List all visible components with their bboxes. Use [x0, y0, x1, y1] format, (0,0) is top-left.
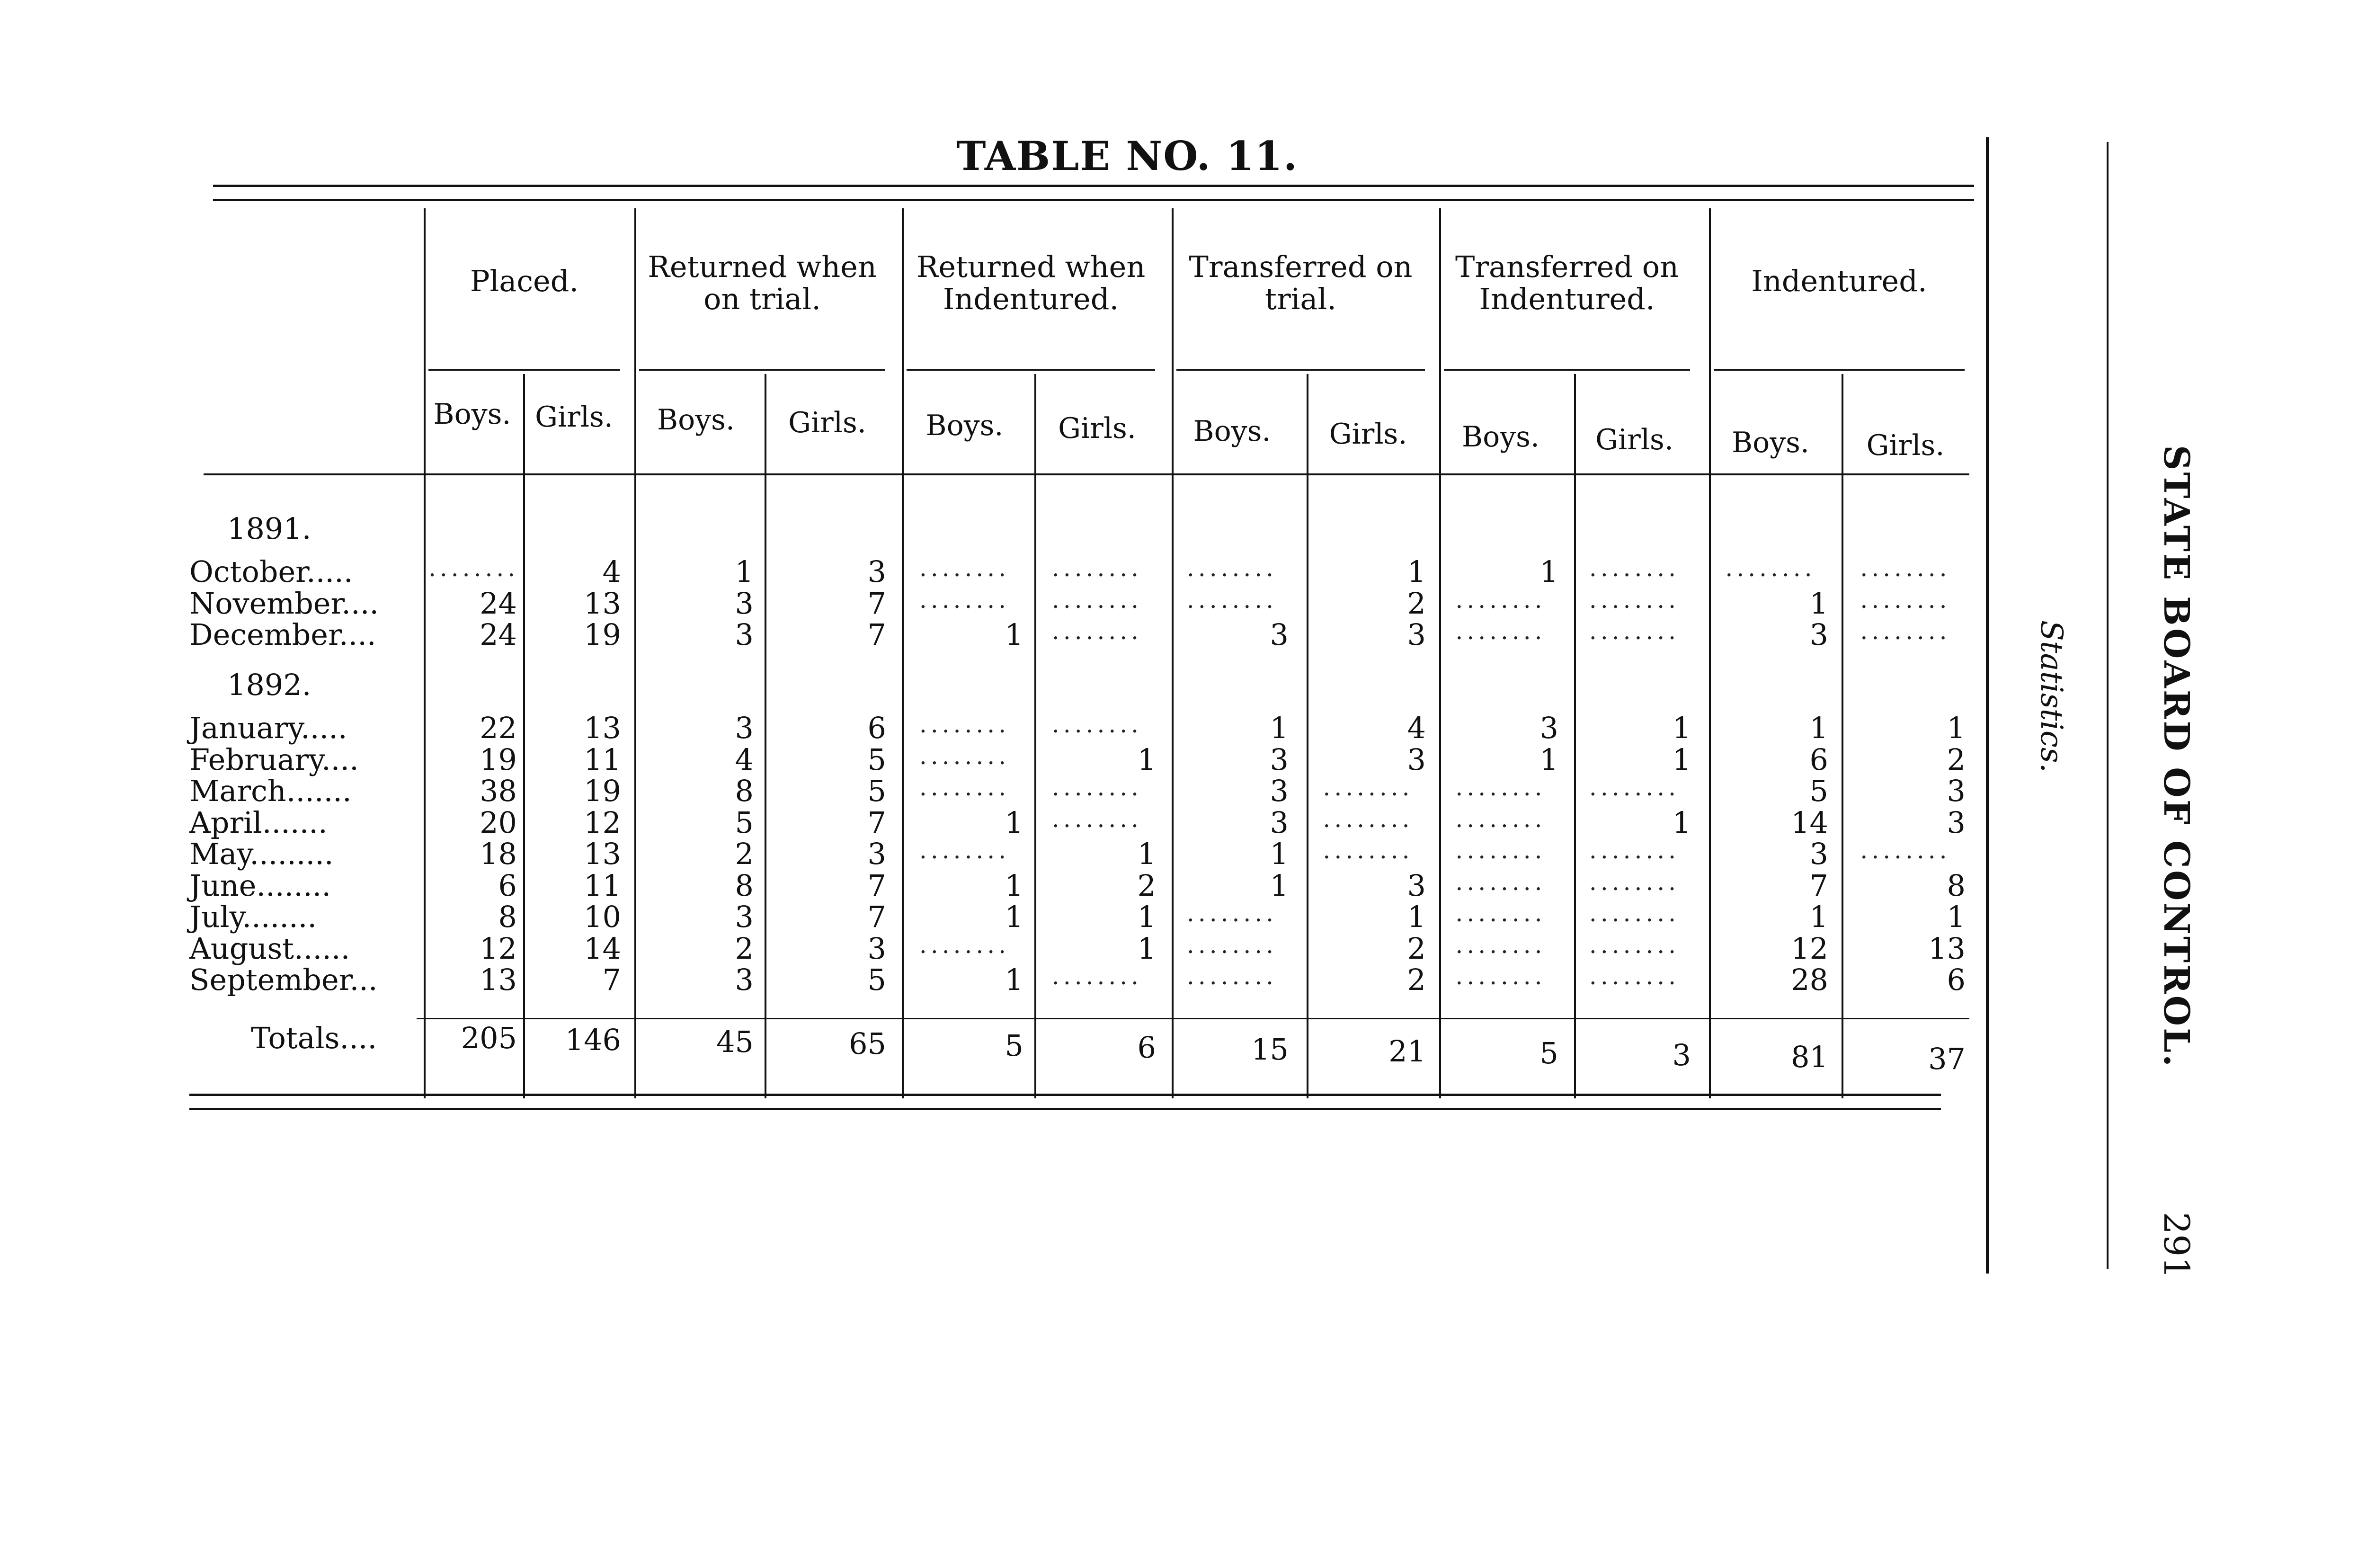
table-cell: 1: [1137, 742, 1156, 777]
total-cell: 5: [1005, 1028, 1023, 1063]
empty-cell: ........: [1860, 586, 1951, 614]
table-cell: 12: [584, 805, 621, 840]
empty-cell: ........: [1455, 617, 1546, 645]
table-cell: 1: [1407, 554, 1426, 589]
girls-header: Girls.: [788, 406, 866, 439]
group-rule: [639, 369, 885, 371]
total-cell: 5: [1539, 1036, 1558, 1070]
table-cell: 1: [1809, 900, 1828, 934]
table-cell: 7: [602, 962, 621, 997]
total-cell: 37: [1928, 1042, 1966, 1076]
empty-cell: ........: [1455, 931, 1546, 959]
table-cell: 1: [1672, 711, 1691, 745]
table-cell: 7: [867, 617, 886, 652]
group-header: Placed.: [470, 264, 579, 298]
table-cell: 1: [1270, 868, 1289, 903]
table-cell: 6: [867, 711, 886, 745]
empty-cell: ........: [1860, 617, 1951, 645]
table-cell: 2: [1407, 962, 1426, 997]
table-cell: 2: [1407, 586, 1426, 621]
empty-cell: ........: [1589, 962, 1680, 990]
row-label: August......: [189, 931, 350, 966]
total-cell: 21: [1388, 1034, 1426, 1069]
table-cell: 3: [867, 931, 886, 966]
table-cell: 3: [867, 837, 886, 871]
table-cell: 1: [1947, 711, 1966, 745]
row-label: February....: [189, 742, 359, 777]
table-cell: 4: [735, 742, 754, 777]
empty-cell: ........: [1589, 586, 1680, 614]
table-cell: 1: [1270, 837, 1289, 871]
table-cell: 1: [1005, 805, 1023, 840]
empty-cell: ........: [1589, 554, 1680, 582]
table-cell: 6: [1809, 742, 1828, 777]
group-header: Returned when on trial.: [648, 249, 877, 316]
table-cell: 3: [867, 554, 886, 589]
group-rule: [1176, 369, 1425, 371]
table-cell: 1: [1672, 742, 1691, 777]
group-rule: [1444, 369, 1690, 371]
page-title: TABLE NO. 11.: [956, 133, 1299, 179]
table-cell: 3: [735, 711, 754, 745]
table-cell: 3: [735, 900, 754, 934]
table-cell: 24: [480, 617, 517, 652]
row-label: December....: [189, 617, 376, 652]
table-cell: 7: [867, 586, 886, 621]
table-cell: 7: [867, 805, 886, 840]
row-label: April.......: [189, 805, 328, 840]
table-cell: 18: [480, 837, 517, 871]
table-cell: 3: [1270, 774, 1289, 808]
table-cell: 7: [867, 900, 886, 934]
empty-cell: ........: [919, 931, 1010, 959]
empty-cell: ........: [428, 554, 519, 582]
table-cell: 28: [1791, 962, 1828, 997]
empty-cell: ........: [1455, 774, 1546, 801]
boys-header: Boys.: [657, 403, 735, 437]
column-divider: [1439, 208, 1441, 1098]
row-label: November....: [189, 586, 379, 621]
table-cell: 22: [480, 711, 517, 745]
girls-header: Girls.: [1329, 418, 1407, 451]
table-cell: 3: [1407, 617, 1426, 652]
girls-header: Girls.: [1058, 412, 1136, 445]
empty-cell: ........: [919, 711, 1010, 738]
table-cell: 1: [1407, 900, 1426, 934]
table-cell: 3: [735, 962, 754, 997]
empty-cell: ........: [1051, 805, 1143, 833]
total-cell: 15: [1251, 1032, 1289, 1067]
boys-header: Boys.: [1732, 426, 1809, 459]
table-cell: 1: [1539, 742, 1558, 777]
table-cell: 4: [1407, 711, 1426, 745]
table-cell: 24: [480, 586, 517, 621]
empty-cell: ........: [919, 742, 1010, 770]
sidebar-rule-1: [1986, 137, 1989, 1274]
empty-cell: ........: [1589, 900, 1680, 927]
row-label: March.......: [189, 774, 352, 808]
row-label: September...: [189, 962, 378, 997]
bottom-rule-1: [189, 1094, 1941, 1096]
table-cell: 7: [1809, 868, 1828, 903]
table-cell: 3: [1270, 805, 1289, 840]
total-cell: 45: [716, 1025, 754, 1059]
table-cell: 11: [584, 742, 621, 777]
boys-header: Boys.: [1193, 415, 1271, 448]
table-cell: 1: [1005, 962, 1023, 997]
empty-cell: ........: [1323, 805, 1414, 833]
column-divider: [1172, 208, 1174, 1098]
table-cell: 5: [867, 774, 886, 808]
table-cell: 1: [1137, 931, 1156, 966]
empty-cell: ........: [1186, 554, 1278, 582]
empty-cell: ........: [1455, 962, 1546, 990]
table-cell: 1: [1672, 805, 1691, 840]
page-number: 291: [2156, 1212, 2197, 1279]
total-cell: 6: [1137, 1030, 1156, 1065]
girls-header: Girls.: [535, 401, 613, 434]
table-cell: 14: [584, 931, 621, 966]
table-cell: 19: [584, 617, 621, 652]
row-label: May.........: [189, 837, 334, 871]
table-cell: 3: [1407, 742, 1426, 777]
top-rule-1: [213, 185, 1974, 187]
empty-cell: ........: [1589, 617, 1680, 645]
top-rule-2: [213, 199, 1974, 201]
table-cell: 38: [480, 774, 517, 808]
table-cell: 1: [1809, 711, 1828, 745]
table-cell: 3: [1407, 868, 1426, 903]
table-cell: 1: [1947, 900, 1966, 934]
table-cell: 11: [584, 868, 621, 903]
empty-cell: ........: [1589, 931, 1680, 959]
table-cell: 13: [584, 586, 621, 621]
empty-cell: ........: [1051, 711, 1143, 738]
table-cell: 3: [735, 586, 754, 621]
table-cell: 12: [1791, 931, 1828, 966]
empty-cell: ........: [1725, 554, 1816, 582]
table-cell: 1: [735, 554, 754, 589]
empty-cell: ........: [1455, 586, 1546, 614]
girls-header: Girls.: [1595, 423, 1673, 456]
table-cell: 6: [1947, 962, 1966, 997]
table-cell: 13: [480, 962, 517, 997]
table-cell: 3: [1947, 774, 1966, 808]
empty-cell: ........: [1186, 931, 1278, 959]
section-name: Statistics.: [2034, 620, 2069, 773]
table-cell: 3: [1809, 617, 1828, 652]
table-cell: 5: [1809, 774, 1828, 808]
empty-cell: ........: [1051, 617, 1143, 645]
empty-cell: ........: [1589, 837, 1680, 864]
group-rule: [1714, 369, 1965, 371]
total-cell: 81: [1791, 1040, 1828, 1074]
table-cell: 2: [1947, 742, 1966, 777]
empty-cell: ........: [919, 586, 1010, 614]
total-cell: 205: [461, 1021, 517, 1055]
group-header: Transferred on trial.: [1189, 249, 1413, 316]
table-cell: 5: [867, 742, 886, 777]
table-cell: 1: [1005, 617, 1023, 652]
table-cell: 8: [498, 900, 517, 934]
table-cell: 8: [1947, 868, 1966, 903]
table-cell: 1: [1005, 868, 1023, 903]
table-cell: 2: [1137, 868, 1156, 903]
empty-cell: ........: [1455, 868, 1546, 896]
group-header: Indentured.: [1751, 264, 1927, 298]
total-cell: 146: [565, 1023, 621, 1057]
empty-cell: ........: [919, 554, 1010, 582]
empty-cell: ........: [1186, 586, 1278, 614]
empty-cell: ........: [1051, 586, 1143, 614]
table-cell: 19: [480, 742, 517, 777]
table-cell: 5: [735, 805, 754, 840]
row-label: January.....: [189, 711, 347, 745]
empty-cell: ........: [1051, 774, 1143, 801]
column-divider: [1034, 374, 1036, 1098]
table-cell: 13: [584, 837, 621, 871]
running-title: STATE BOARD OF CONTROL.: [2156, 445, 2197, 1069]
empty-cell: ........: [1455, 837, 1546, 864]
empty-cell: ........: [919, 774, 1010, 801]
empty-cell: ........: [1860, 554, 1951, 582]
table-cell: 6: [498, 868, 517, 903]
girls-header: Girls.: [1866, 429, 1945, 462]
table-cell: 1: [1137, 900, 1156, 934]
table-cell: 1: [1270, 711, 1289, 745]
empty-cell: ........: [1323, 774, 1414, 801]
table-cell: 14: [1791, 805, 1828, 840]
empty-cell: ........: [1186, 900, 1278, 927]
empty-cell: ........: [1589, 774, 1680, 801]
empty-cell: ........: [1589, 868, 1680, 896]
table-cell: 7: [867, 868, 886, 903]
table-cell: 3: [1539, 711, 1558, 745]
group-rule: [907, 369, 1155, 371]
empty-cell: ........: [1186, 962, 1278, 990]
table-cell: 2: [1407, 931, 1426, 966]
table-cell: 12: [480, 931, 517, 966]
empty-cell: ........: [1860, 837, 1951, 864]
table-cell: 8: [735, 868, 754, 903]
boys-header: Boys.: [433, 398, 511, 431]
table-cell: 8: [735, 774, 754, 808]
total-cell: 3: [1672, 1038, 1691, 1072]
row-label: October.....: [189, 554, 353, 589]
year-label: 1892.: [227, 668, 311, 702]
table-cell: 3: [1809, 837, 1828, 871]
boys-header: Boys.: [925, 409, 1004, 442]
table-cell: 2: [735, 931, 754, 966]
table-cell: 3: [735, 617, 754, 652]
table-cell: 2: [735, 837, 754, 871]
group-header: Transferred on Indentured.: [1455, 249, 1679, 316]
empty-cell: ........: [1051, 962, 1143, 990]
row-label: July........: [189, 900, 317, 934]
bottom-rule-2: [189, 1108, 1941, 1110]
total-cell: 65: [849, 1026, 886, 1061]
table-cell: 5: [867, 962, 886, 997]
table-cell: 3: [1947, 805, 1966, 840]
table-cell: 3: [1270, 742, 1289, 777]
table-cell: 13: [1928, 931, 1966, 966]
table-cell: 19: [584, 774, 621, 808]
totals-rule: [417, 1018, 1969, 1019]
empty-cell: ........: [1051, 554, 1143, 582]
table-cell: 10: [584, 900, 621, 934]
empty-cell: ........: [1323, 837, 1414, 864]
totals-label: Totals....: [251, 1021, 377, 1055]
empty-cell: ........: [1455, 805, 1546, 833]
table-cell: 3: [1270, 617, 1289, 652]
table-cell: 13: [584, 711, 621, 745]
empty-cell: ........: [919, 837, 1010, 864]
table-cell: 1: [1005, 900, 1023, 934]
sidebar-rule-2: [2107, 142, 2109, 1269]
table-cell: 1: [1809, 586, 1828, 621]
table-cell: 4: [602, 554, 621, 589]
header-rule: [204, 473, 1969, 475]
year-label: 1891.: [227, 511, 311, 546]
boys-header: Boys.: [1462, 420, 1539, 454]
group-rule: [428, 369, 620, 371]
table-cell: 1: [1137, 837, 1156, 871]
table-cell: 20: [480, 805, 517, 840]
row-label: June........: [189, 868, 331, 903]
table-cell: 1: [1539, 554, 1558, 589]
empty-cell: ........: [1455, 900, 1546, 927]
group-header: Returned when Indentured.: [916, 249, 1146, 316]
